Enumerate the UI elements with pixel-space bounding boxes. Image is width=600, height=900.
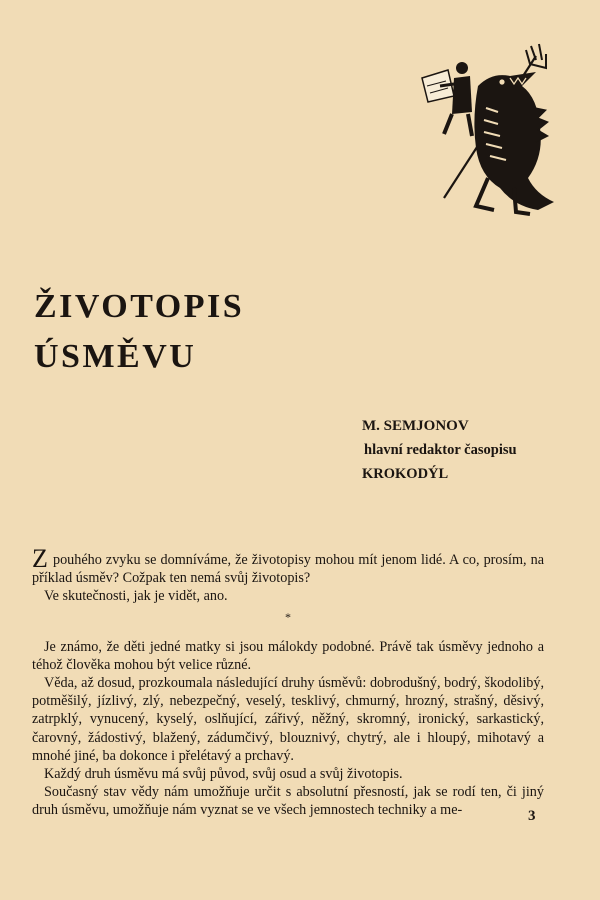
paragraph-2: Ve skutečnosti, jak je vidět, ano. bbox=[44, 588, 228, 605]
crocodile-with-pitchfork-icon bbox=[418, 38, 558, 218]
author-name: M. SEMJONOV bbox=[362, 418, 469, 434]
paragraph-4: Věda, až dosud, prozkoumala následující druhy úsměvů: dobrodušný, bodrý, škodolibý, potměšilý, jízlivý, zlý, nebezpečný, veselý, tesklivý, chmurný, hrozný, strašný, děsivý, zatrpklý, vynucený, kyselý, oslňující, zářivý, něžný, skromný, ironický, sarkastický, čarovný, žádostivý, blažený, zádumčivý, blouznivý, chytrý, ale i hloupý, mihotavý a mnohé jiné, ba dokonce i přelétavý a prchavý. bbox=[32, 675, 544, 764]
page-number: 3 bbox=[528, 808, 536, 824]
paragraph-3: Je známo, že děti jedné matky si jsou málokdy podobné. Právě tak úsměvy jednoho a téhož člověka mohou být velice různé. bbox=[32, 638, 544, 673]
paragraph-5: Každý druh úsměvu má svůj původ, svůj osud a svůj životopis. bbox=[44, 766, 403, 783]
drop-cap: Z bbox=[32, 544, 48, 573]
article-title bbox=[34, 282, 244, 382]
paragraph-1 bbox=[32, 544, 545, 587]
publication-name: KROKODÝL bbox=[362, 466, 449, 482]
author-role: hlavní redaktor časopisu bbox=[364, 442, 517, 458]
paragraph-1-text: pouhého zvyku se domníváme, že životopisy mohou mít jenom lidé. A co, prosím, na příklad úsměv? Cožpak ten nemá svůj životopis? bbox=[32, 552, 545, 587]
byline bbox=[362, 414, 517, 486]
article-body bbox=[32, 544, 545, 820]
title-line-1: ŽIVOTOPIS bbox=[34, 288, 245, 325]
paragraph-6: Současný stav vědy nám umožňuje určit s absolutní přesností, jak se rodí ten, či jiný druh úsměvu, umožňuje nám vyznat se ve všech jemnostech techniky a me- bbox=[32, 784, 544, 819]
section-separator: * bbox=[285, 609, 291, 624]
title-line-2: ÚSMĚVU bbox=[34, 338, 197, 375]
